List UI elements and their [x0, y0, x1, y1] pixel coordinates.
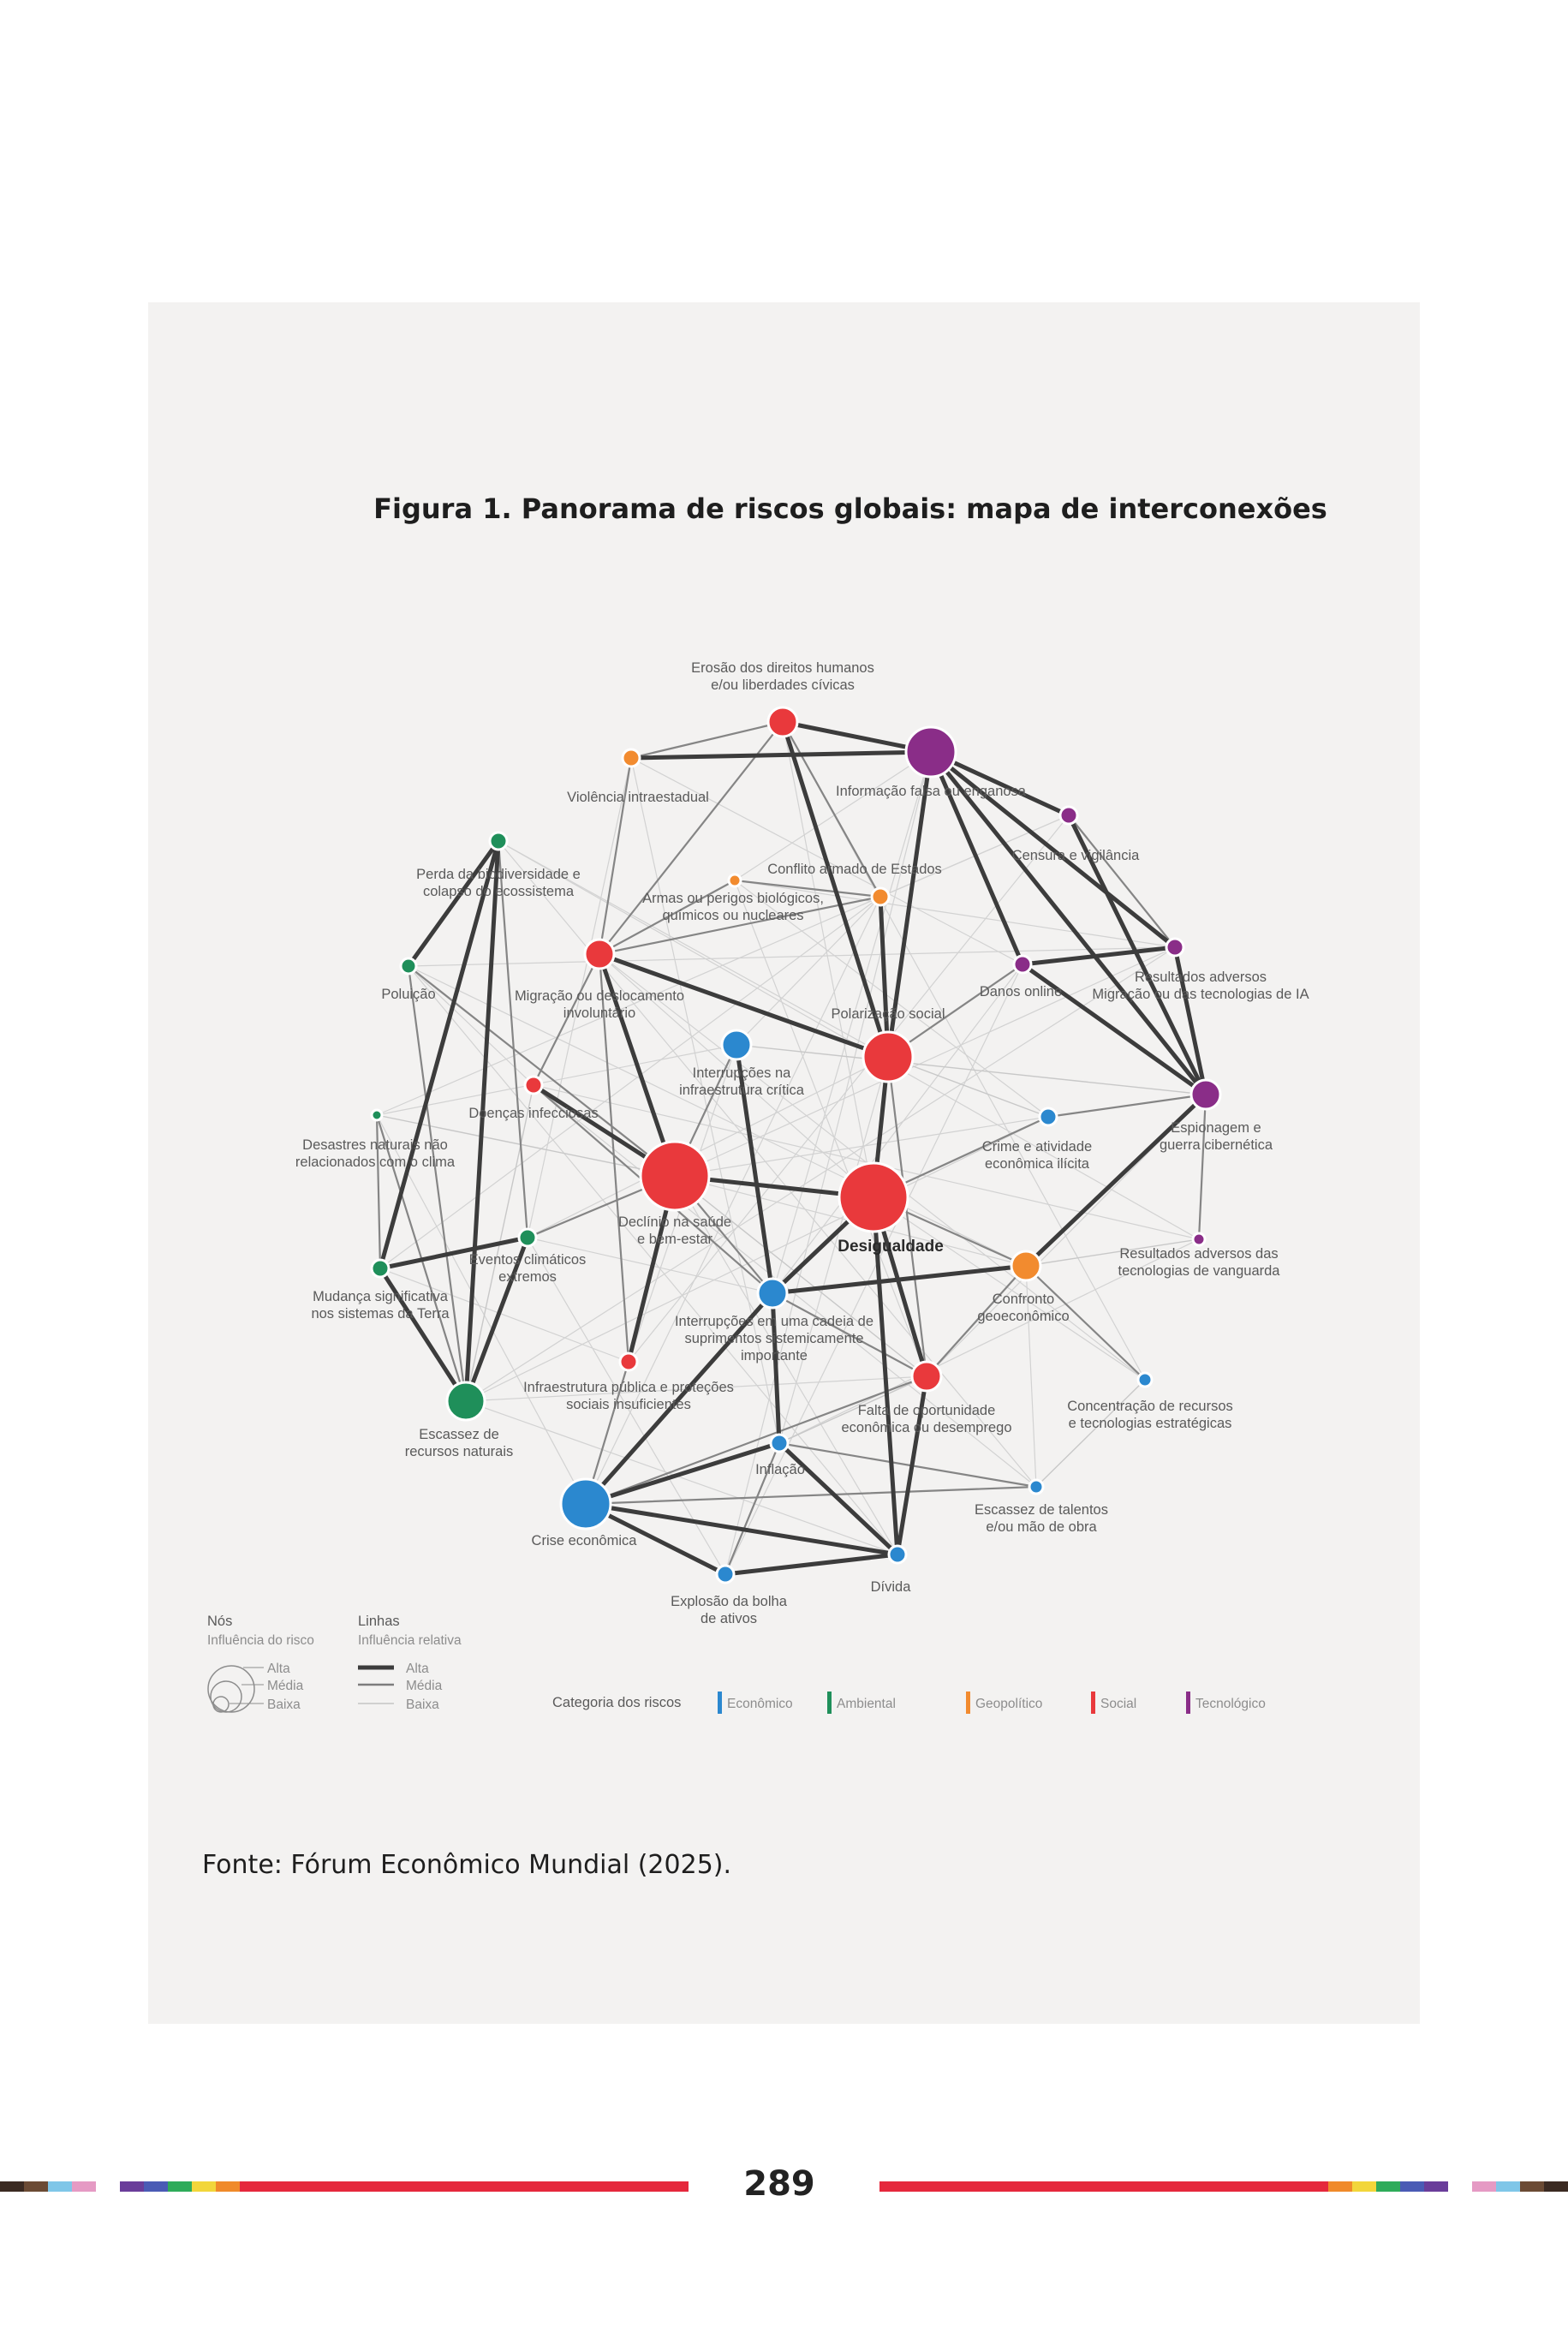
node-label-crise: Crise econômica [531, 1533, 637, 1548]
edge-escassez_rec-poluicao [408, 966, 466, 1401]
legend-node-low-label: Baixa [267, 1698, 301, 1712]
node-label-divida: Dívida [870, 1579, 911, 1595]
legend-line-low-label: Baixa [406, 1698, 439, 1712]
node-label-armas: Armas ou perigos biológicos, químicos ou nucleares [642, 891, 824, 923]
node-polarizacao [863, 1032, 913, 1082]
node-perda_bio [490, 832, 507, 850]
legend-node-medium-label: Média [267, 1679, 304, 1693]
legend-swatch-economico [718, 1692, 722, 1714]
legend-category-ambiental: Ambiental [837, 1697, 896, 1711]
edge-violencia-migracao [599, 758, 631, 954]
node-infra_publica [620, 1353, 637, 1370]
node-escassez_rec [447, 1382, 485, 1420]
edge-faint [466, 1401, 897, 1554]
node-label-confronto: Confronto geoeconômico [977, 1292, 1070, 1324]
edge-perda_bio-poluicao [408, 841, 498, 966]
node-explosao [717, 1566, 734, 1583]
node-divida [889, 1546, 906, 1563]
node-resultados_vanguarda [1193, 1233, 1205, 1245]
node-label-desigualdade: Desigualdade [838, 1238, 944, 1256]
node-armas [729, 874, 741, 886]
node-resultados_ia [1166, 939, 1183, 956]
node-concentracao [1138, 1373, 1152, 1387]
node-label-concentracao: Concentração de recursos e tecnologias estratégicas [1067, 1399, 1233, 1431]
legend-swatch-geopolitico [966, 1692, 970, 1714]
node-label-cadeia: Interrupções em uma cadeia de suprimentos sistemicamente importante [674, 1314, 874, 1363]
node-label-resultados_vanguarda: Resultados adversos das tecnologias de vanguarda [1118, 1246, 1280, 1279]
page-number: 289 [743, 2164, 815, 2204]
node-crise [561, 1479, 611, 1529]
edge-crime-espionagem [1048, 1095, 1206, 1117]
node-poluicao [401, 958, 416, 974]
node-mudanca [372, 1260, 389, 1277]
node-label-infra_publica: Infraestrutura pública e proteções sociais insuficientes [523, 1380, 734, 1412]
legend-nodes-subtitle: Influência do risco [207, 1633, 314, 1648]
node-label-doencas: Doenças infecciosas [468, 1106, 599, 1121]
node-label-censura: Censura e vigilância [1011, 848, 1140, 863]
edge-divida-explosao [725, 1554, 897, 1574]
legend [207, 1614, 1266, 1714]
legend-category-geopolitico: Geopolítico [975, 1697, 1043, 1711]
node-label-espionagem: Espionagem e guerra cibernética [1159, 1120, 1273, 1153]
node-erosao [768, 707, 797, 737]
node-eventos [519, 1229, 536, 1246]
node-interrupcoes_infra [722, 1030, 751, 1059]
node-cadeia [758, 1279, 787, 1308]
node-label-inflacao: Inflação [755, 1462, 805, 1477]
node-label-perda_bio: Perda da biodiversidade e colapso do ecossistema [416, 867, 581, 899]
node-falta [912, 1362, 941, 1391]
node-informacao [906, 727, 956, 777]
node-violencia [623, 749, 640, 767]
edge-resultados_vanguarda-espionagem [1199, 1095, 1206, 1239]
legend-swatch-tecnologico [1186, 1692, 1190, 1714]
edge-falta-crise [586, 1376, 927, 1504]
node-label-poluicao: Poluição [381, 987, 436, 1002]
legend-swatch-ambiental [827, 1692, 832, 1714]
node-label-falta: Falta de oportunidade econômica ou desemprego [841, 1403, 1012, 1435]
node-inflacao [771, 1435, 788, 1452]
legend-node-high-label: Alta [267, 1662, 290, 1676]
figure-title: Figura 1. Panorama de riscos globais: mapa de interconexões [373, 492, 1327, 525]
edge-concentracao-escassez_tal [1036, 1380, 1145, 1487]
edge-escassez_tal-crise [586, 1487, 1036, 1504]
node-espionagem [1191, 1080, 1220, 1109]
edge-faint [380, 897, 880, 1268]
node-conflito [872, 888, 889, 905]
edge-violencia-erosao [631, 722, 783, 758]
legend-node-medium [211, 1681, 241, 1712]
node-label-informacao: Informação falsa ou enganosa [836, 784, 1026, 799]
figure-source: Fonte: Fórum Econômico Mundial (2025). [202, 1850, 732, 1880]
node-declinio [641, 1142, 709, 1210]
node-label-polarizacao: Polarização social [831, 1006, 945, 1022]
node-label-migracao: Migração ou deslocamento involuntário [514, 988, 685, 1021]
node-censura [1060, 807, 1077, 824]
node-label-interrupcoes_infra: Interrupções na infraestrutura crítica [679, 1065, 804, 1098]
node-label-desastres: Desastres naturais não relacionados com o clima [295, 1137, 456, 1170]
node-label-escassez_tal: Escassez de talentos e/ou mão de obra [975, 1502, 1108, 1535]
node-danos [1014, 956, 1031, 973]
node-label-erosao: Erosão dos direitos humanos e/ou liberdades cívicas [691, 660, 874, 693]
legend-lines-title: Linhas [358, 1614, 400, 1629]
node-escassez_tal [1029, 1480, 1043, 1494]
legend-category-social: Social [1100, 1697, 1137, 1711]
legend-node-high [208, 1666, 254, 1712]
node-label-resultados_ia: Resultados adversos Migração ou das tecnologias de IA [1092, 970, 1309, 1002]
node-crime [1040, 1108, 1057, 1125]
node-label-declinio: Declínio na saúde e bem-estar [617, 1214, 732, 1247]
node-label-danos: Danos online [979, 984, 1063, 999]
node-label-violencia: Violência intraestadual [567, 790, 709, 805]
legend-category-title: Categoria dos riscos [552, 1695, 682, 1710]
node-label-explosao: Explosão da bolha de ativos [671, 1594, 787, 1626]
legend-category-economico: Econômico [727, 1697, 793, 1711]
edge-violencia-informacao [631, 752, 931, 758]
legend-lines-subtitle: Influência relativa [358, 1633, 462, 1648]
node-migracao [585, 940, 614, 969]
legend-line-high-label: Alta [406, 1662, 429, 1676]
edge-interrupcoes_infra-espionagem [736, 1045, 1206, 1095]
legend-swatch-social [1091, 1692, 1095, 1714]
node-doencas [525, 1077, 542, 1094]
edge-faint [408, 947, 1175, 966]
legend-nodes-title: Nós [207, 1614, 233, 1629]
node-confronto [1011, 1251, 1040, 1280]
edge-informacao-espionagem [931, 752, 1206, 1095]
node-desigualdade [839, 1163, 908, 1232]
node-desastres [372, 1110, 382, 1120]
legend-category-tecnologico: Tecnológico [1195, 1697, 1266, 1711]
edge-perda_bio-escassez_rec [466, 841, 498, 1401]
node-label-escassez_rec: Escassez de recursos naturais [404, 1427, 514, 1459]
legend-line-medium-label: Média [406, 1679, 443, 1693]
page-footer [0, 2158, 1568, 2210]
edge-faint [873, 1197, 1145, 1380]
node-label-conflito: Conflito armado de Estados [767, 862, 942, 877]
node-label-crime: Crime e atividade econômica ilícita [981, 1139, 1093, 1172]
node-label-eventos: Eventos climáticos extremos [468, 1252, 587, 1285]
node-label-mudanca: Mudança significativa nos sistemas da Terra [311, 1289, 450, 1322]
